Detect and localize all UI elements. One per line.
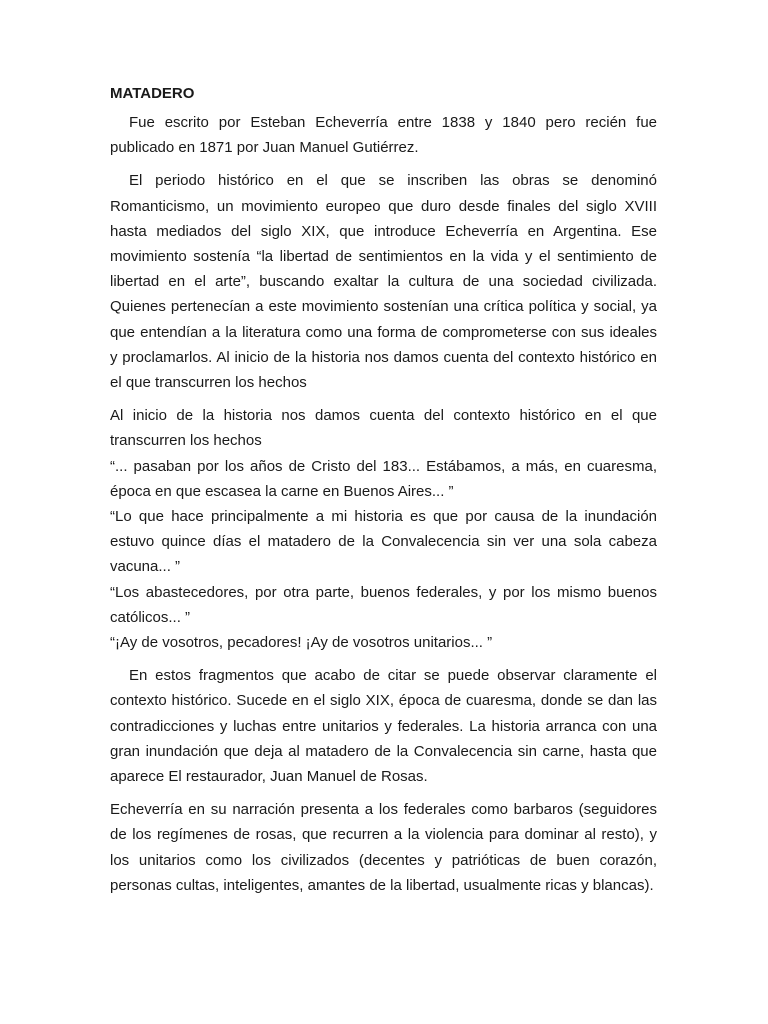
quote-pecadores: “¡Ay de vosotros, pecadores! ¡Ay de vosotros unitarios... ” bbox=[110, 634, 493, 652]
paragraph-context-intro: Al inicio de la historia nos damos cuenta del contexto histórico en el que transcurren los hechos bbox=[110, 407, 657, 450]
document-title: MATADERO bbox=[110, 85, 195, 102]
paragraph-analysis: En estos fragmentos que acabo de citar se puede observar claramente el contexto histórico. Sucede en el siglo XIX, época de cuaresma, donde se dan las contradicciones y luchas entre unitarios y federales. La historia arranca con una gran inundación que deja al matadero de la Convalecencia sin carne, hasta que aparece El restaurador, Juan Manuel de Rosas. bbox=[110, 667, 657, 786]
paragraph-authorship: Fue escrito por Esteban Echeverría entre 1838 y 1840 pero recién fue publicado en 1871 por Juan Manuel Gutiérrez. bbox=[110, 114, 657, 157]
paragraph-characters: Echeverría en su narración presenta a los federales como barbaros (seguidores de los regímenes de rosas, que recurren a la violencia para dominar al resto), y los unitarios como los civilizados (decentes y patrióticas de buen corazón, personas cultas, inteligentes, amantes de la libertad, usualmente ricas y blancas). bbox=[110, 801, 657, 894]
document-page bbox=[110, 84, 657, 898]
paragraph-romanticism: El periodo histórico en el que se inscriben las obras se denominó Romanticismo, un movimiento europeo que duro desde finales del siglo XVIII hasta mediados del siglo XIX, que introduce Echeverría en Argentina. Ese movimiento sostenía “la libertad de sentimientos en la vida y el sentimiento de libertad en el arte”, buscando exaltar la cultura de una sociedad civilizada. Quienes pertenecían a este movimiento sostenían una crítica política y social, ya que entendían a la literatura como una forma de comprometerse con sus ideales y proclamarlos. Al inicio de la historia nos damos cuenta del contexto histórico en el que transcurren los hechos bbox=[110, 172, 657, 392]
quote-cuaresma: “... pasaban por los años de Cristo del 183... Estábamos, a más, en cuaresma, época en que escasea la carne en Buenos Aires... ” bbox=[110, 457, 657, 500]
quote-inundacion: “Lo que hace principalmente a mi historia es que por causa de la inundación estuvo quince días el matadero de la Convalecencia sin ver una sola cabeza vacuna... ” bbox=[110, 508, 657, 576]
quote-abastecedores: “Los abastecedores, por otra parte, buenos federales, y por los mismo buenos católicos... ” bbox=[110, 583, 657, 626]
